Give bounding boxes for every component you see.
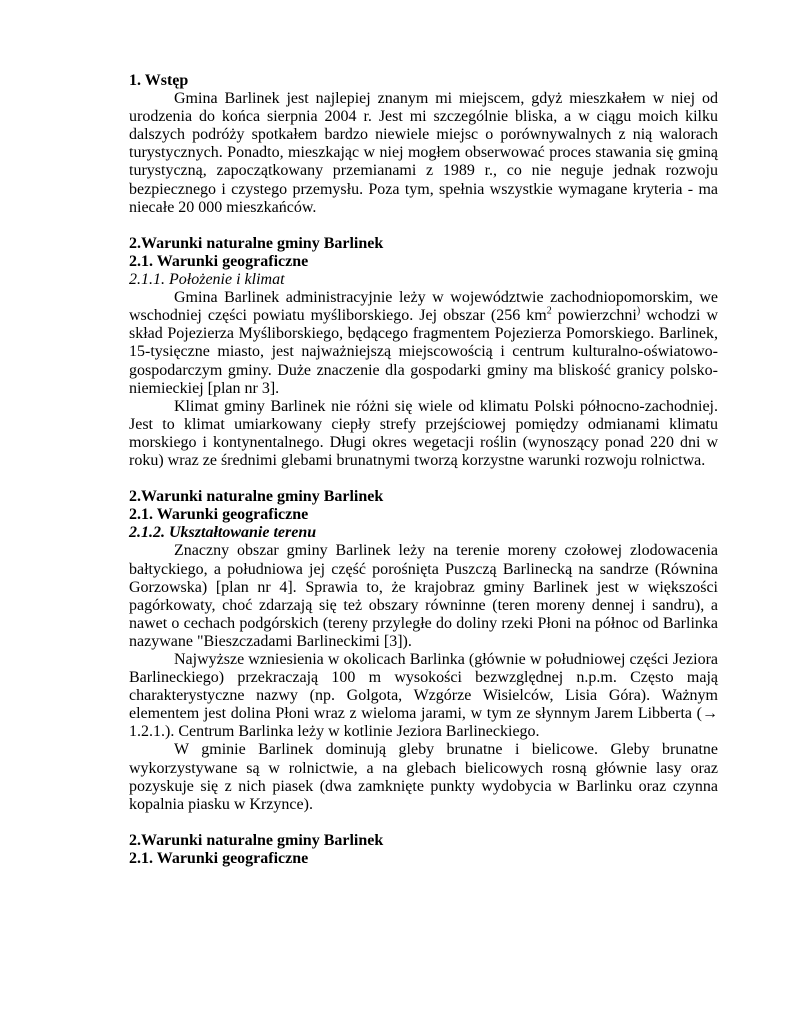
section-heading: 2.Warunki naturalne gminy Barlinek <box>129 488 384 506</box>
subsection-heading: 2.1. Warunki geograficzne <box>129 850 309 868</box>
paragraph-intro: Gmina Barlinek jest najlepiej znanym mi miejscem, gdyż mieszkałem w niej od urodzenia do końca sierpnia 2004 r. Jest mi szczególnie bliska, a w ciągu moich kilku dalszych podróży spotkałem bardzo niewiele miejsc o porównywalnych z nią walorach turystycznych. Ponadto, mieszkając w niej mogłem obserwować proces stawania się gminą turystyczną, zapoczątkowany przemianami z 1989 r., co nie neguje jednak rozwoju bezpiecznego i czystego przemysłu. Poza tym, spełnia wszystkie wymagane kryteria - ma niecałe 20 000 mieszkańców. <box>129 90 718 216</box>
paragraph-teren-2: Najwyższe wzniesienia w okolicach Barlinka (głównie w południowej części Jeziora Barlineckiego) przekraczają 100 m wysokości bezwzględnej n.p.m. Często mają charakterystyczne nazwy (np. Golgota, Wzgórze Wisielców, Lisia Góra). Ważnym elementem jest dolina Płoni wraz z wieloma jarami, w tym ze słynnym Jarem Libberta (→ 1.2.1.). Centrum Barlinka leży w kotlinie Jeziora Barlineckiego. <box>129 651 718 741</box>
paragraph-teren-1: Znaczny obszar gminy Barlinek leży na terenie moreny czołowej zlodowacenia bałtyckiego, a południowa jej część porośnięta Puszczą Barlinecką na sandrze (Równina Gorzowska) [plan nr 4]. Sprawia to, że krajobraz gminy Barlinek jest w większości pagórkowaty, choć zdarzają się też obszary równinne (teren moreny dennej i sandru), a nawet o cechach podgórskich (tereny przyległe do doliny rzeki Płoni na północ od Barlinka nazywane "Bieszczadami Barlineckimi [3]). <box>129 542 718 650</box>
spacer <box>129 217 718 235</box>
subsection-heading: 2.1. Warunki geograficzne <box>129 252 309 270</box>
paragraph-polozenie: Gmina Barlinek administracyjnie leży w województwie zachodniopomorskim, we wschodniej części powiatu myśliborskiego. Jej obszar (256 $km^2$ powierzchni) wchodzi w skład Pojezierza Myśliborskiego, będącego fragmentem Pojezierza Pomorskiego. Barlinek, 15-tysięczne miasto, jest najważniejszą miejscowością i centrum kulturalno-oświatowo-gospodarczym gminy. Duże znaczenie dla gospodarki gminy ma bliskość granicy polsko-niemieckiej [plan nr 3]. <box>129 289 719 397</box>
paragraph-klimat: Klimat gminy Barlinek nie różni się wiele od klimatu Polski północno-zachodniej. Jest to klimat umiarkowany ciepły strefy przejściowej pomiędzy odmianami klimatu morskiego i kontynentalnego. Długi okres wegetacji roślin (wynoszący ponad 220 dni w roku) wraz ze średnimi glebami brunatnymi tworzą korzystne warunki rozwoju rolnictwa. <box>129 397 718 469</box>
document-page <box>129 72 718 868</box>
spacer <box>129 470 718 488</box>
section-heading: 2.Warunki naturalne gminy Barlinek <box>129 831 384 849</box>
section-heading: 2.Warunki naturalne gminy Barlinek <box>129 234 384 252</box>
paragraph-teren-3: W gminie Barlinek dominują gleby brunatne i bielicowe. Gleby brunatne wykorzystywane są w rolnictwie, a na glebach bielicowych rosną głównie lasy oraz pozyskuje się z nich piasek (dwa zamknięte punkty wydobycia w Barlinku oraz czynna kopalnia piasku w Krzynce). <box>129 741 718 813</box>
spacer <box>129 814 718 832</box>
subsection-heading: 2.1. Warunki geograficzne <box>129 506 309 524</box>
subsubsection-heading-uksztaltowanie: 2.1.2. Ukształtowanie terenu <box>129 524 317 542</box>
subsubsection-heading-polozenie: 2.1.1. Położenie i klimat <box>129 271 285 289</box>
section-heading-wstep: 1. Wstęp <box>129 72 189 89</box>
